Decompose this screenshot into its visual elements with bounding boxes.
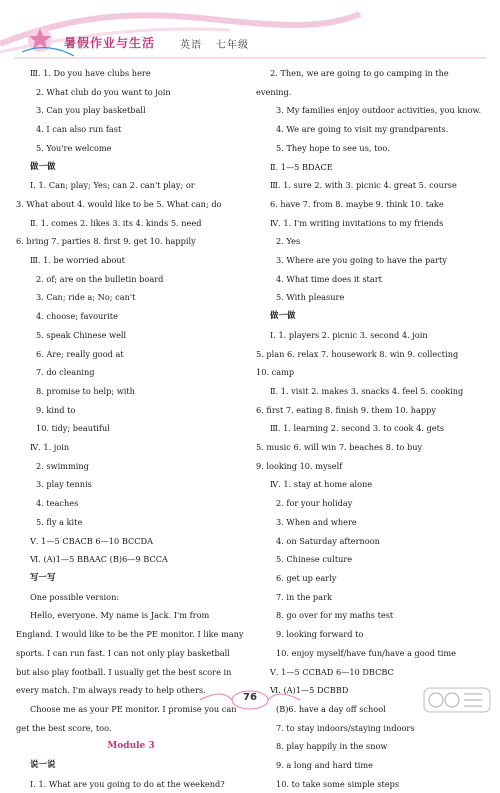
answer-line: Choose me as your PE monitor. I promise you can get the best score, too. <box>16 703 237 733</box>
answer-line: One possible version: <box>30 591 120 602</box>
subject-label: 英语 <box>180 40 202 51</box>
section-heading: 写一写 <box>30 572 56 583</box>
answer-line: 8. play happily in the snow <box>276 741 388 752</box>
site-watermark-logo <box>422 684 492 716</box>
answer-line: 2. Yes <box>276 236 301 247</box>
answer-line: 5. music 6. will win 7. beaches 8. to buy <box>256 442 423 453</box>
answer-line: 8. go over for my maths test <box>276 610 394 621</box>
book-title: 暑假作业与生活 <box>64 36 156 50</box>
answer-line: Ⅰ. 1. players 2. picnic 3. second 4. join <box>270 329 428 340</box>
answer-line: 4. I can also run fast <box>36 124 122 135</box>
answer-line: 5. With pleasure <box>276 292 345 303</box>
answer-line: Ⅲ. 1. sure 2. with 3. picnic 4. great 5. course <box>270 180 457 191</box>
answer-line: 2. for your holiday <box>276 498 353 509</box>
answer-line: Ⅴ. 1—5 CBACB 6—10 BCCDA <box>30 535 153 546</box>
answer-line: Ⅳ. 1. I'm writing invitations to my friends <box>270 217 444 228</box>
answer-line: 7. do cleaning <box>36 367 95 378</box>
answer-line: 10. camp <box>256 367 295 378</box>
answer-line: 9. kind to <box>36 404 76 415</box>
answer-line: 3. Where are you going to have the party <box>276 255 447 266</box>
answer-line: 8. promise to help; with <box>36 385 135 396</box>
answer-line: 3. My families enjoy outdoor activities, you know. <box>276 105 482 116</box>
answer-line: 5. They hope to see us, too. <box>276 142 390 153</box>
answer-line: 10. to take some simple steps <box>276 778 400 789</box>
page-header <box>0 0 500 62</box>
answer-line: Ⅰ. 1. Can; play; Yes; can 2. can't play; or <box>30 180 195 191</box>
answer-line: Ⅴ. 1—5 CCBAD 6—10 DBCBC <box>270 666 394 677</box>
answer-line: 5. Chinese culture <box>276 554 353 565</box>
answer-line: 6. first 7. eating 8. finish 9. them 10. happy <box>256 404 436 415</box>
answer-line: 3. Can you play basketball <box>36 105 146 116</box>
module-title: Module 3 <box>107 741 155 752</box>
answer-line: 6. bring 7. parties 8. first 9. get 10. happily <box>16 236 196 247</box>
page-number: 76 <box>243 692 257 703</box>
answer-line: 10. enjoy myself/have fun/have a good time <box>276 647 457 658</box>
answer-line: Ⅳ. 1. stay at home alone <box>270 479 373 490</box>
answer-line: 2. Then, we are going to go camping in the evening. <box>256 68 449 97</box>
answer-line: 9. a long and hard time <box>276 760 373 771</box>
answer-line: 10. tidy; beautiful <box>36 423 110 434</box>
left-column <box>16 64 246 793</box>
answer-line: 9. looking 10. myself <box>256 460 343 471</box>
answer-line: Ⅲ. 1. Do you have clubs here <box>30 68 151 78</box>
answer-line: Ⅲ. 1. learning 2. second 3. to cook 4. gets <box>270 423 445 434</box>
answer-line: 4. teaches <box>36 498 79 509</box>
answer-line: Ⅰ. 1. What are you going to do at the weekend? <box>30 778 225 789</box>
answer-line: 2. What club do you want to join <box>36 86 171 97</box>
answer-line: 3. Can; ride a; No; can't <box>36 292 136 303</box>
section-heading: 说一说 <box>30 760 56 771</box>
answer-line: 6. Are; really good at <box>36 348 124 359</box>
answer-line: 3. What about 4. would like to be 5. What can; do <box>16 198 222 209</box>
answer-line: 3. play tennis <box>36 479 92 490</box>
answer-line: 5. You're welcome <box>36 142 112 153</box>
answer-line: Ⅵ. (A)1—5 DCBBD <box>270 685 349 696</box>
answer-line: 5. plan 6. relax 7. housework 8. win 9. collecting <box>256 348 459 359</box>
answer-line: 7. to stay indoors/staying indoors <box>276 722 415 733</box>
answer-line: Ⅱ. 1—5 BDACE <box>270 161 333 172</box>
answer-line: 3. When and where <box>276 516 357 527</box>
answer-line: Ⅲ. 1. be worried about <box>30 255 125 266</box>
answer-line: (B)6. have a day off school <box>276 703 386 714</box>
answer-line: 4. What time does it start <box>276 273 382 284</box>
answer-line: Ⅳ. 1. join <box>30 442 70 453</box>
answer-line: 5. speak Chinese well <box>36 329 127 340</box>
section-heading: 做一做 <box>30 161 56 172</box>
answer-line: 6. have 7. from 8. maybe 9. think 10. take <box>270 198 444 209</box>
answer-line: 6. get up early <box>276 572 337 583</box>
answer-line: 4. We are going to visit my grandparents. <box>276 124 449 135</box>
answer-line: 7. in the park <box>276 591 332 602</box>
answer-line: Hello, everyone. My name is Jack. I'm from England. I would like to be the PE monitor. I like many sports. I can run fast. I can not only play basketball but also play football. I usually get the best score in every match. I'm always ready to help others. <box>16 610 244 696</box>
answer-line: 5. fly a kite <box>36 516 83 527</box>
answer-line: 4. choose; favourite <box>36 311 118 322</box>
answer-line: 2. of; are on the bulletin board <box>36 273 164 284</box>
answer-line: 4. on Saturday afternoon <box>276 535 380 546</box>
section-heading: 做一做 <box>270 311 296 322</box>
answer-line: 2. swimming <box>36 460 89 471</box>
answer-line: Ⅱ. 1. visit 2. makes 3. snacks 4. feel 5. cooking <box>270 385 464 396</box>
answer-line: Ⅱ. 1. comes 2. likes 3. its 4. kinds 5. need <box>30 217 202 228</box>
header-swirl-decoration <box>0 0 500 62</box>
answer-line: 9. looking forward to <box>276 629 364 640</box>
grade-label: 七年级 <box>216 40 249 51</box>
answer-line: Ⅵ. (A)1—5 BBAAC (B)6—9 BCCA <box>30 554 168 565</box>
